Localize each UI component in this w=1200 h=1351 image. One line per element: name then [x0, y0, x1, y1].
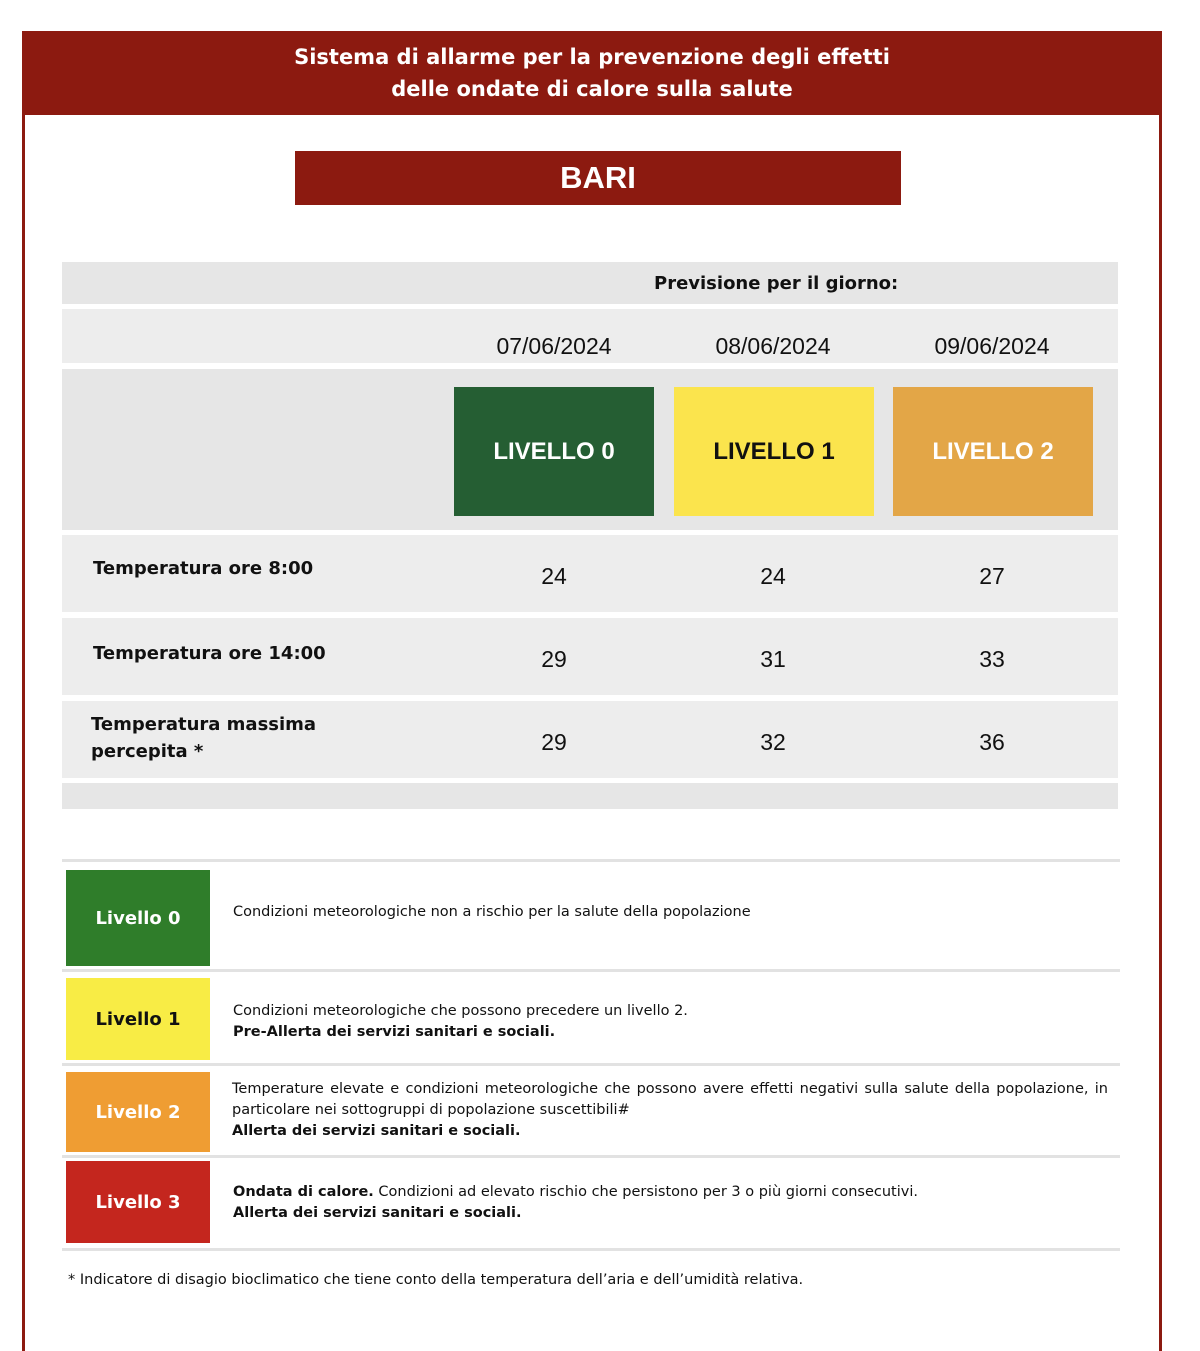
legend-divider [62, 969, 1120, 972]
legend-text-level-2: Temperature elevate e condizioni meteorologiche che possono avere effetti negativi sulla salute della popolazione, in particolare nei sottogruppi di popolazione suscettibili# Allerta dei servizi sanitari e sociali. [232, 1081, 1108, 1139]
legend-divider [62, 1155, 1120, 1158]
header-line-1: Sistema di allarme per la prevenzione degli effetti [294, 45, 890, 69]
temp-value: 31 [760, 646, 786, 672]
table-footer-band [62, 783, 1118, 809]
legend-divider [62, 1063, 1120, 1066]
legend-divider [62, 859, 1120, 862]
legend-swatch-level-2: Livello 2 [66, 1072, 210, 1152]
legend-text-level-3: Ondata di calore. Condizioni ad elevato rischio che persistono per 3 o più giorni consecutivi. Allerta dei servizi sanitari e sociali. [233, 1184, 918, 1221]
temp-value: 32 [760, 729, 786, 755]
temp-value: 29 [541, 729, 567, 755]
temp-value: 24 [541, 563, 567, 589]
forecast-date: 09/06/2024 [934, 333, 1050, 359]
temp-value: 24 [760, 563, 786, 589]
temp-value: 27 [979, 563, 1005, 589]
legend-text-level-0: Condizioni meteorologiche non a rischio per la salute della popolazione [233, 904, 751, 920]
legend-swatch-level-0: Livello 0 [66, 870, 210, 966]
legend-swatch-level-1: Livello 1 [66, 978, 210, 1060]
temp-value: 33 [979, 646, 1005, 672]
temp-value: 36 [979, 729, 1005, 755]
row-label-temp-perceived: Temperatura massima percepita * [91, 714, 317, 762]
legend-text-level-1: Condizioni meteorologiche che possono precedere un livello 2. Pre-Allerta dei servizi sanitari e sociali. [233, 1003, 688, 1040]
forecast-label: Previsione per il giorno: [654, 272, 899, 294]
page-header [22, 31, 1162, 115]
footnote: * Indicatore di disagio bioclimatico che tiene conto della temperatura dell’aria e dell’umidità relativa. [68, 1272, 804, 1288]
city-title: BARI [295, 151, 901, 205]
level-badge: LIVELLO 2 [893, 387, 1093, 516]
forecast-date: 07/06/2024 [496, 333, 612, 359]
temp-value: 29 [541, 646, 567, 672]
row-label-temp-8: Temperatura ore 8:00 [93, 558, 314, 579]
level-badge: LIVELLO 0 [454, 387, 654, 516]
row-label-temp-14: Temperatura ore 14:00 [93, 643, 326, 664]
forecast-date: 08/06/2024 [715, 333, 831, 359]
legend-swatch-level-3: Livello 3 [66, 1161, 210, 1243]
header-line-2: delle ondate di calore sulla salute [391, 77, 793, 101]
legend-divider [62, 1248, 1120, 1251]
level-badge: LIVELLO 1 [674, 387, 874, 516]
